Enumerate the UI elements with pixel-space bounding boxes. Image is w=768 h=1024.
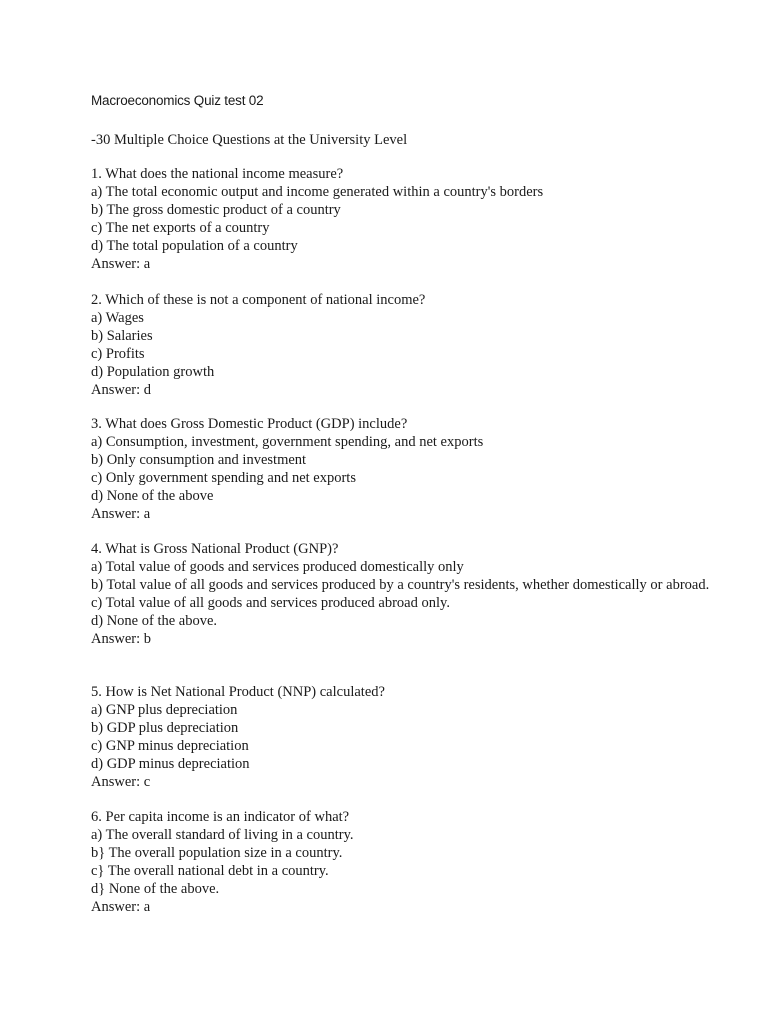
answer-line: Answer: d: [91, 381, 152, 398]
option-b: b) Total value of all goods and services produced by a country's residents, whether domestically or abroad.: [91, 576, 710, 593]
option-d: d} None of the above.: [91, 880, 220, 897]
option-d: d) Population growth: [91, 363, 215, 380]
option-d: d) None of the above.: [91, 612, 218, 629]
option-c: c) The net exports of a country: [91, 219, 270, 236]
option-c: c) Profits: [91, 345, 145, 362]
question-text: 4. What is Gross National Product (GNP)?: [91, 541, 339, 557]
option-b: b) Only consumption and investment: [91, 451, 307, 468]
option-d: d) None of the above: [91, 487, 214, 504]
question-6: [91, 809, 711, 916]
option-c: c) GNP minus depreciation: [91, 737, 249, 754]
option-a: a) Consumption, investment, government spending, and net exports: [91, 433, 484, 450]
option-c: c} The overall national debt in a country.: [91, 862, 329, 879]
option-c: c) Only government spending and net exports: [91, 469, 356, 486]
option-d: d) GDP minus depreciation: [91, 755, 250, 772]
option-a: a) GNP plus depreciation: [91, 701, 238, 718]
question-4: [91, 541, 711, 648]
question-text: 1. What does the national income measure?: [91, 166, 344, 182]
option-a: a) Wages: [91, 309, 144, 326]
question-text: 6. Per capita income is an indicator of what?: [91, 809, 350, 825]
option-b: b} The overall population size in a country.: [91, 844, 343, 861]
question-1: [91, 166, 711, 273]
option-a: a) The overall standard of living in a country.: [91, 826, 354, 843]
question-2: [91, 292, 711, 399]
answer-line: Answer: b: [91, 630, 152, 647]
option-a: a) Total value of goods and services produced domestically only: [91, 558, 464, 575]
option-a: a) The total economic output and income generated within a country's borders: [91, 183, 544, 200]
option-c: c) Total value of all goods and services produced abroad only.: [91, 594, 450, 611]
question-text: 3. What does Gross Domestic Product (GDP) include?: [91, 416, 408, 432]
question-text: 5. How is Net National Product (NNP) calculated?: [91, 684, 385, 700]
document-title: Macroeconomics Quiz test 02: [91, 93, 264, 108]
document-subtitle: -30 Multiple Choice Questions at the University Level: [91, 132, 408, 148]
answer-line: Answer: c: [91, 773, 151, 790]
question-text: 2. Which of these is not a component of national income?: [91, 292, 426, 308]
option-b: b) GDP plus depreciation: [91, 719, 239, 736]
option-d: d) The total population of a country: [91, 237, 298, 254]
answer-line: Answer: a: [91, 505, 151, 522]
answer-line: Answer: a: [91, 255, 151, 272]
option-b: b) Salaries: [91, 327, 153, 344]
answer-line: Answer: a: [91, 898, 151, 915]
question-5: [91, 684, 711, 791]
option-b: b) The gross domestic product of a country: [91, 201, 341, 218]
question-3: [91, 416, 711, 523]
